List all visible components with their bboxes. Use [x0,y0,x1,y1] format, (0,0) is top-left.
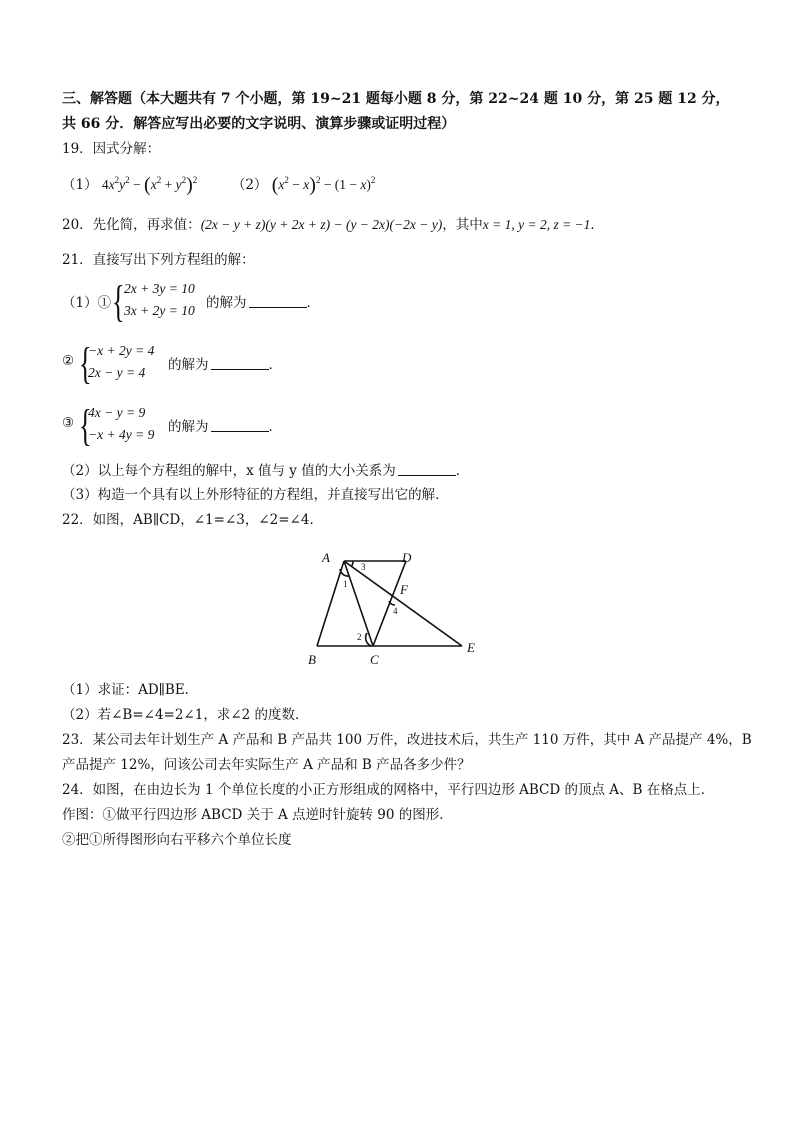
section-heading-line1: 三、解答题（本大题共有 7 个小题，第 19~21 题每小题 8 分，第 22~24 题 10 分，第 25 题 12 分， [62,91,730,107]
q21-part3: （3）构造一个具有以上外形特征的方程组，并直接写出它的解． [62,487,449,503]
segment-ab [317,561,344,646]
q23-line1: 23．某公司去年计划生产 A 产品和 B 产品共 100 万件，改进技术后，共生产 110 万件，其中 A 产品提产 4%，B [62,732,752,748]
label-d: D [402,550,412,565]
q20-line [62,215,604,235]
sys3-eq2: −x + 4y = 9 [88,427,155,442]
sys1-eq2: 3x + 2y = 10 [124,303,195,318]
q20-expression: (2x − y + z)(y + 2x + z) − (y − 2x)(−2x − y) [200,217,443,232]
sys2-eq2: 2x − y = 4 [88,365,146,380]
q19-p1-label: （1） [62,177,98,193]
q19-p1-y: y [119,177,126,192]
q22-title: 22．如图，AB∥CD，∠1=∠3，∠2=∠4． [62,512,323,528]
sys1-eq1: 2x + 3y = 10 [124,281,195,296]
sys1-answer-blank[interactable] [249,294,307,308]
q19-p2-label: （2） [231,177,268,193]
q21-system-2 [62,340,462,388]
q19-title: 19．因式分解： [62,141,161,157]
sys3-solution-text: 的解为 [168,419,209,435]
label-c: C [370,652,379,667]
q19-p1-coef: 4 [101,177,109,192]
q20-prefix: 20．先化简，再求值： [62,217,201,233]
sys2-period: ． [268,357,282,373]
angle-3-arc [351,561,353,567]
sys2-eq1: −x + 2y = 4 [88,343,155,358]
sys3-eq1: 4x − y = 9 [88,405,146,420]
sys3-answer-blank[interactable] [211,418,269,432]
brace-icon: { [79,339,92,388]
brace-icon: { [79,401,92,450]
q22-figure [300,542,500,672]
label-a: A [322,550,330,565]
q23-line2: 产品提产 12%，问该公司去年实际生产 A 产品和 B 产品各多少件？ [62,757,471,773]
q19-p1-x: x [108,177,115,192]
q21-part2-period: ． [455,463,470,479]
q22-part2: （2）若∠B=∠4=2∠1，求∠2 的度数． [62,707,309,723]
label-angle-2: 2 [357,632,362,642]
label-angle-4: 4 [393,606,398,616]
q21-sys3-label: ③ [62,415,75,431]
q21-part2-line [62,461,469,481]
q20-end: ． [590,217,604,233]
q21-system-3 [62,402,462,450]
q21-part2: （2）以上每个方程组的解中，x 值与 y 值的大小关系为 [62,463,396,479]
brace-icon: { [112,277,125,326]
label-angle-1: 1 [343,579,348,589]
label-f: F [400,582,408,597]
q20-condition: x = 1, y = 2, z = −1 [482,217,591,232]
q22-part1: （1）求证：AD∥BE． [62,682,199,698]
q20-suffix: ，其中 [442,217,483,233]
label-e: E [467,640,475,655]
sys3-period: ． [268,419,282,435]
segment-ae [344,561,462,646]
q24-line2: 作图：①做平行四边形 ABCD 关于 A 点逆时针旋转 90 的图形． [62,807,453,823]
label-b: B [308,652,316,667]
label-angle-3: 3 [361,562,366,572]
sys1-solution-text: 的解为 [206,295,247,311]
q21-sys2-label: ② [62,353,75,369]
q19-expressions: （1） $4x^2y^2 - (x^2 + y^2)^2$ （2） $(x^2 - x)^2 - (1 - x)^2$ [62,174,376,196]
q21-part1-label: （1）① [62,295,112,311]
sys2-solution-text: 的解为 [168,357,209,373]
sys2-answer-blank[interactable] [211,356,269,370]
sys1-period: ． [306,295,320,311]
q24-line1: 24．如图，在由边长为 1 个单位长度的小正方形组成的网格中，平行四边形 ABCD 的顶点 A、B 在格点上． [62,782,715,798]
q21-part2-answer-blank[interactable] [398,462,456,476]
q21-title: 21．直接写出下列方程组的解： [62,252,255,268]
q21-system-1 [62,278,462,326]
section-heading-line2: 共 66 分．解答应写出必要的文字说明、演算步骤或证明过程） [62,116,456,132]
q24-line3: ②把①所得图形向右平移六个单位长度 [62,832,292,848]
